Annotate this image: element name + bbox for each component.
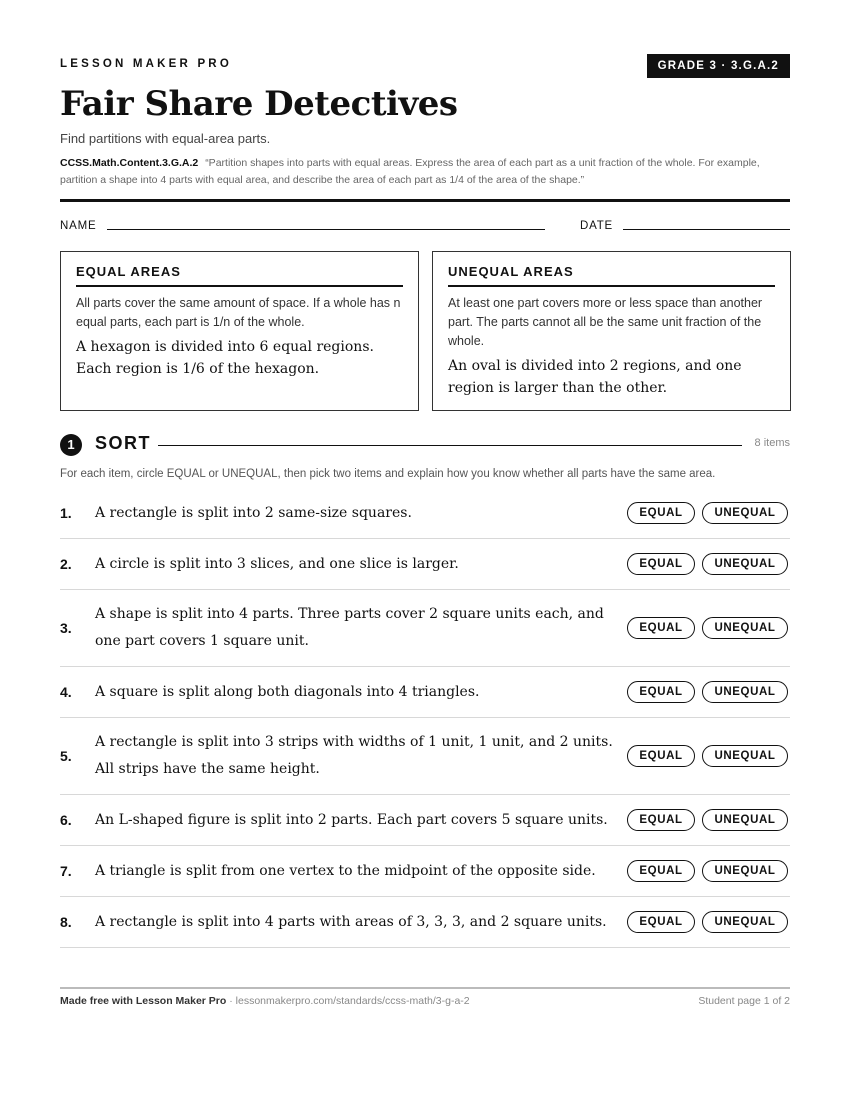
unequal-option-button[interactable]: UNEQUAL	[702, 809, 788, 831]
standard-text: “Partition shapes into parts with equal areas. Express the area of each part as a unit fraction of the whole. For example, partition a shape into 4 parts with equal area, and describe the area of each part as 1/4 of the area of the shape.”	[60, 157, 760, 186]
item-text: A shape is split into 4 parts. Three parts cover 2 square units each, and one part covers 1 square unit.	[95, 606, 604, 649]
footer-url: · lessonmakerpro.com/standards/ccss-math/3-g-a-2	[226, 995, 470, 1007]
name-field[interactable]	[107, 229, 545, 230]
page-title: Fair Share Detectives	[60, 84, 458, 124]
sort-item-3	[60, 590, 790, 667]
sort-item-list	[60, 488, 790, 948]
item-number: 4.	[60, 684, 72, 700]
item-text: A rectangle is split into 4 parts with areas of 3, 3, 3, and 2 square units.	[95, 913, 607, 930]
item-text: A rectangle is split into 3 strips with widths of 1 unit, 1 unit, and 2 units. All strips have the same height.	[95, 734, 613, 777]
section-title: SORT	[95, 433, 152, 453]
answer-options	[627, 617, 788, 639]
unequal-option-button[interactable]: UNEQUAL	[702, 745, 788, 767]
equal-areas-card	[60, 251, 419, 411]
sort-item-5	[60, 718, 790, 795]
item-number: 2.	[60, 556, 72, 572]
card-description: All parts cover the same amount of space. If a whole has n equal parts, each part is 1/n of the whole.	[76, 296, 401, 329]
grade-badge: GRADE 3 · 3.G.A.2	[647, 54, 790, 78]
equal-option-button[interactable]: EQUAL	[627, 745, 695, 767]
answer-options	[627, 860, 788, 882]
footer-divider	[60, 987, 790, 989]
item-number: 7.	[60, 863, 72, 879]
equal-option-button[interactable]: EQUAL	[627, 809, 695, 831]
answer-options	[627, 911, 788, 933]
equal-option-button[interactable]: EQUAL	[627, 860, 695, 882]
unequal-option-button[interactable]: UNEQUAL	[702, 911, 788, 933]
item-text: A circle is split into 3 slices, and one slice is larger.	[95, 555, 459, 572]
answer-options	[627, 681, 788, 703]
standard-reference	[60, 155, 780, 189]
unequal-option-button[interactable]: UNEQUAL	[702, 617, 788, 639]
equal-option-button[interactable]: EQUAL	[627, 502, 695, 524]
card-description: At least one part covers more or less space than another part. The parts cannot all be the same unit fraction of the whole.	[448, 296, 763, 348]
header-divider	[60, 199, 790, 202]
sort-item-7	[60, 846, 790, 897]
unequal-areas-card	[432, 251, 791, 411]
date-field[interactable]	[623, 229, 790, 230]
item-text: A square is split along both diagonals into 4 triangles.	[95, 683, 480, 700]
unequal-option-button[interactable]: UNEQUAL	[702, 502, 788, 524]
date-label: DATE	[580, 220, 614, 232]
item-text: An L-shaped figure is split into 2 parts. Each part covers 5 square units.	[95, 811, 608, 828]
item-count: 8 items	[754, 437, 790, 449]
sort-item-4	[60, 667, 790, 718]
item-number: 1.	[60, 505, 72, 521]
card-title: UNEQUAL AREAS	[448, 264, 775, 287]
unequal-option-button[interactable]: UNEQUAL	[702, 553, 788, 575]
answer-options	[627, 502, 788, 524]
section-divider	[158, 445, 742, 446]
name-label: NAME	[60, 220, 97, 232]
item-text: A rectangle is split into 2 same-size squares.	[95, 504, 412, 521]
unequal-option-button[interactable]: UNEQUAL	[702, 681, 788, 703]
answer-options	[627, 553, 788, 575]
equal-option-button[interactable]: EQUAL	[627, 911, 695, 933]
item-text: A triangle is split from one vertex to the midpoint of the opposite side.	[95, 862, 596, 879]
sort-item-1	[60, 488, 790, 539]
item-number: 3.	[60, 620, 72, 636]
equal-option-button[interactable]: EQUAL	[627, 617, 695, 639]
footer-credit	[60, 995, 470, 1007]
card-title: EQUAL AREAS	[76, 264, 403, 287]
item-number: 8.	[60, 914, 72, 930]
section-number-badge: 1	[60, 434, 82, 456]
equal-option-button[interactable]: EQUAL	[627, 681, 695, 703]
equal-option-button[interactable]: EQUAL	[627, 553, 695, 575]
card-example: A hexagon is divided into 6 equal regions. Each region is 1/6 of the hexagon.	[76, 339, 374, 377]
sort-item-8	[60, 897, 790, 948]
card-example: An oval is divided into 2 regions, and one region is larger than the other.	[448, 358, 742, 396]
worksheet-page	[60, 0, 790, 1100]
unequal-option-button[interactable]: UNEQUAL	[702, 860, 788, 882]
section-instructions: For each item, circle EQUAL or UNEQUAL, then pick two items and explain how you know whether all parts have the same area.	[60, 468, 716, 480]
item-number: 5.	[60, 748, 72, 764]
sort-item-6	[60, 795, 790, 846]
sort-item-2	[60, 539, 790, 590]
item-number: 6.	[60, 812, 72, 828]
page-subtitle: Find partitions with equal-area parts.	[60, 131, 271, 146]
brand-logo: LESSON MAKER PRO	[60, 58, 232, 70]
footer-made-with: Made free with Lesson Maker Pro	[60, 995, 227, 1007]
standard-code: CCSS.Math.Content.3.G.A.2	[60, 157, 199, 169]
answer-options	[627, 809, 788, 831]
page-indicator: Student page 1 of 2	[698, 995, 790, 1007]
answer-options	[627, 745, 788, 767]
